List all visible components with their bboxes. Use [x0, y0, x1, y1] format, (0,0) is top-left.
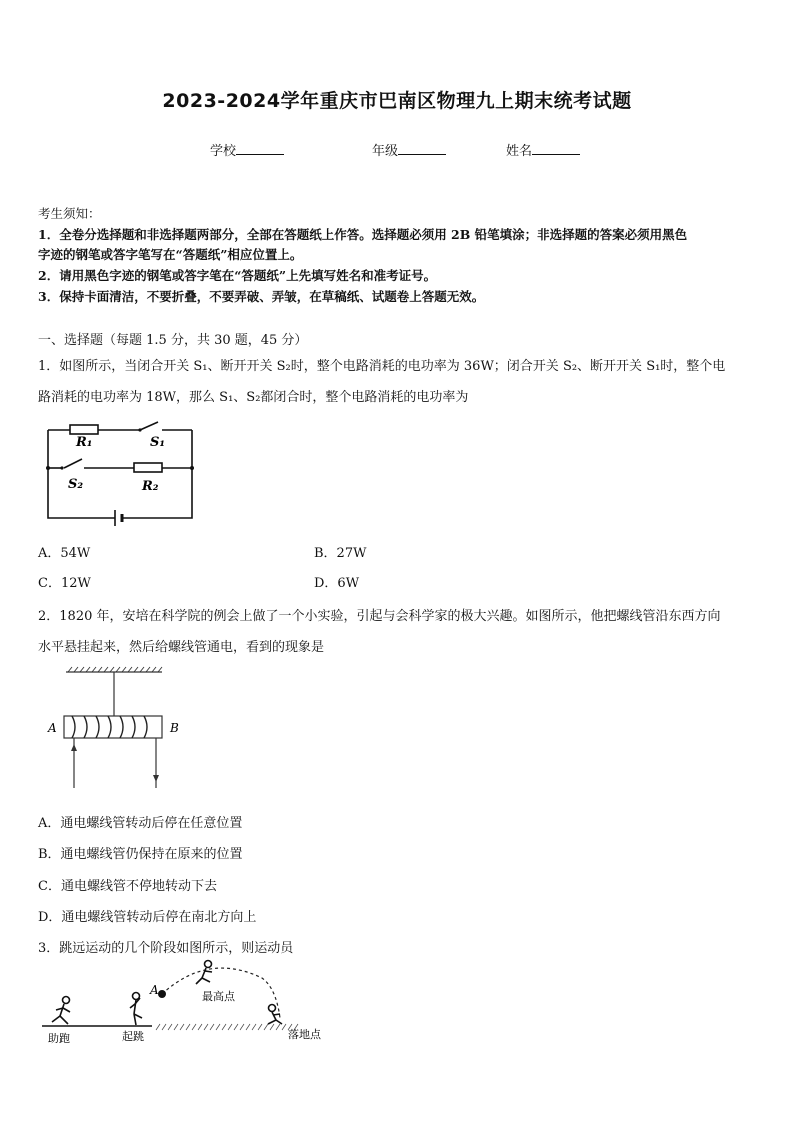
name-label: 姓名	[506, 144, 533, 159]
question-1-line: 1．如图所示，当闭合开关 S₁、断开开关 S₂时，整个电路消耗的电功率为 36W；闭合开关 S₂、断开开关 S₁时，整个电	[38, 359, 726, 374]
name-blank	[532, 142, 580, 155]
runner-figure	[52, 997, 70, 1025]
solenoid-diagram	[44, 664, 194, 794]
label-highest: 最高点	[202, 990, 235, 1003]
label-r2: R₂	[142, 479, 159, 494]
grade-label: 年级	[372, 144, 399, 159]
question-2-line: 水平悬挂起来，然后给螺线管通电，看到的现象是	[38, 640, 325, 655]
long-jump-diagram	[40, 958, 340, 1048]
label-takeoff: 起跳	[122, 1030, 144, 1043]
option-d[interactable]: D．6W	[314, 576, 360, 591]
option-a[interactable]: A．54W	[38, 546, 91, 561]
school-field	[210, 140, 284, 159]
label-run: 助跑	[48, 1032, 70, 1045]
takeoff-figure	[130, 993, 142, 1026]
label-s2: S₂	[68, 477, 84, 492]
notice-item: 字迹的钢笔或答字笔写在“答题纸”相应位置上。	[38, 247, 303, 262]
solenoid-coil	[72, 716, 147, 738]
point-a-marker	[158, 990, 166, 998]
school-blank	[236, 142, 284, 155]
notice-heading: 考生须知：	[38, 206, 101, 221]
option-c[interactable]: C．通电螺线管不停地转动下去	[38, 879, 217, 894]
sand-pit	[152, 1024, 302, 1030]
notice-item: 2．请用黑色字迹的钢笔或答字笔在“答题纸”上先填写姓名和准考证号。	[38, 268, 437, 283]
question-3-line: 3．跳远运动的几个阶段如图所示，则运动员	[38, 941, 294, 956]
option-c[interactable]: C．12W	[38, 576, 91, 591]
label-r1: R₁	[76, 435, 93, 450]
label-point-a: A	[150, 983, 159, 997]
label-landing: 落地点	[288, 1028, 321, 1041]
question-2-line: 2．1820 年，安培在科学院的例会上做了一个小实验，引起与会科学家的极大兴趣。如图所示，他把螺线管沿东西方向	[38, 609, 721, 624]
label-a: A	[48, 721, 57, 735]
option-d[interactable]: D．通电螺线管转动后停在南北方向上	[38, 910, 257, 925]
grade-field	[372, 140, 446, 159]
page-title: 2023-2024学年重庆市巴南区物理九上期末统考试题	[162, 90, 632, 112]
name-field	[506, 140, 580, 159]
grade-blank	[398, 142, 446, 155]
option-b[interactable]: B．27W	[314, 546, 367, 561]
label-s1: S₁	[150, 435, 166, 450]
switch-s2	[64, 459, 82, 468]
option-b[interactable]: B．通电螺线管仍保持在原来的位置	[38, 847, 243, 862]
resistor-r2	[134, 463, 162, 472]
circuit-diagram	[40, 418, 200, 528]
label-b: B	[170, 721, 179, 735]
switch-s1	[140, 422, 158, 430]
notice-item: 3．保持卡面清洁，不要折叠，不要弄破、弄皱，在草稿纸、试题卷上答题无效。	[38, 289, 485, 304]
school-label: 学校	[210, 144, 237, 159]
option-a[interactable]: A．通电螺线管转动后停在任意位置	[38, 816, 243, 831]
notice-item: 1．全卷分选择题和非选择题两部分，全部在答题纸上作答。选择题必须用 2B 铅笔填涂；非选择题的答案必须用黑色	[38, 227, 688, 242]
landing-figure	[268, 1005, 282, 1025]
question-1-line: 路消耗的电功率为 18W，那么 S₁、S₂都闭合时，整个电路消耗的电功率为	[38, 390, 469, 405]
resistor-r1	[70, 425, 98, 434]
section-heading: 一、选择题（每题 1.5 分，共 30 题，45 分）	[38, 333, 308, 348]
